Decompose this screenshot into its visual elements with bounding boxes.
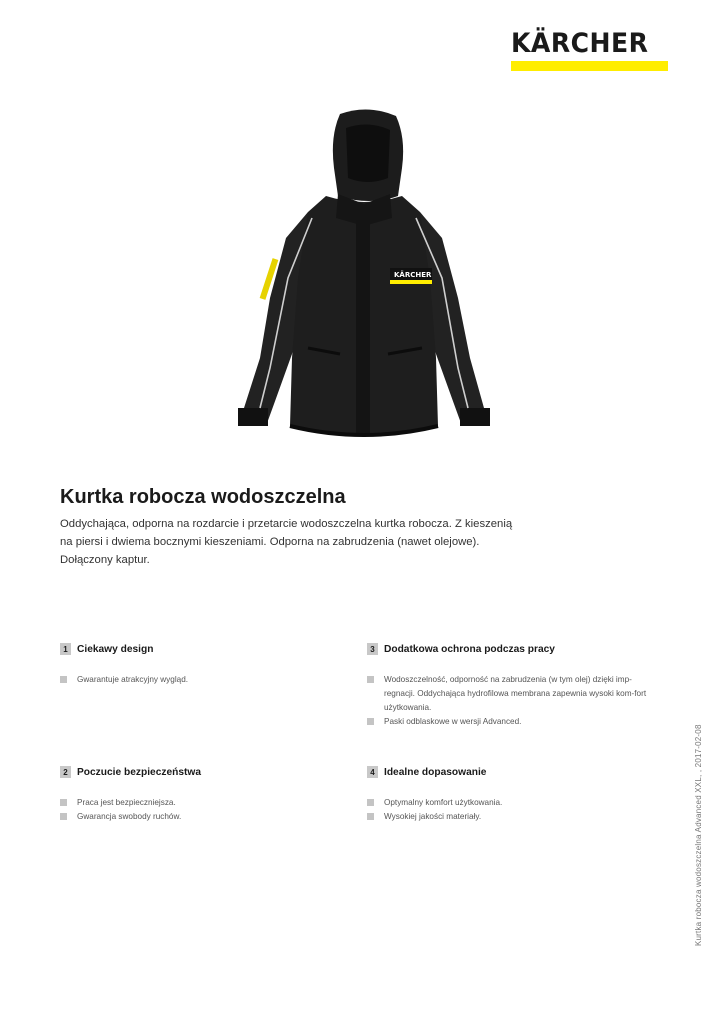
feature-item: Gwarantuje atrakcyjny wygląd. <box>60 673 360 687</box>
jacket-logo-text: KÄRCHER <box>394 271 432 279</box>
side-footer-text: Kurtka robocza wodoszczelna Advanced XXL, , 2017-02-08 <box>694 724 703 946</box>
feature-title: Dodatkowa ochrona podczas pracy <box>384 643 555 655</box>
feature-title: Poczucie bezpieczeństwa <box>77 766 201 778</box>
feature-item: Wodoszczelność, odporność na zabrudzenia (w tym olej) dzięki imp-regnacji. Oddychająca hydrofilowa membrana zapewnia wysoki kom-fort użytkowania. <box>367 673 662 715</box>
feature-header <box>60 765 360 779</box>
feature-header <box>367 765 667 779</box>
logo-wordmark: KÄRCHER <box>511 28 649 59</box>
logo-yellow-bar <box>511 61 668 71</box>
feature-number-badge: 4 <box>367 766 378 778</box>
feature-4 <box>367 765 667 824</box>
feature-list <box>60 673 360 687</box>
feature-list <box>367 796 667 824</box>
feature-1 <box>60 642 360 687</box>
feature-list <box>367 673 662 729</box>
feature-title: Ciekawy design <box>77 643 154 655</box>
jacket-product-image <box>230 108 498 444</box>
feature-item: Praca jest bezpieczniejsza. <box>60 796 360 810</box>
feature-item: Gwarancja swobody ruchów. <box>60 810 360 824</box>
feature-list <box>60 796 360 824</box>
feature-2 <box>60 765 360 824</box>
feature-number-badge: 1 <box>60 643 71 655</box>
feature-number-badge: 2 <box>60 766 71 778</box>
product-title: Kurtka robocza wodoszczelna <box>60 486 346 508</box>
feature-header <box>367 642 667 656</box>
feature-title: Idealne dopasowanie <box>384 766 487 778</box>
karcher-logo <box>511 30 668 71</box>
feature-item: Paski odblaskowe w wersji Advanced. <box>367 715 662 729</box>
feature-header <box>60 642 360 656</box>
product-description: Oddychająca, odporna na rozdarcie i przetarcie wodoszczelna kurtka robocza. Z kieszenią na piersi i dwiema bocznymi kieszeniami. Odporna na zabrudzenia (nawet olejowe). Dołączony kaptur. <box>60 518 513 566</box>
feature-number-badge: 3 <box>367 643 378 655</box>
feature-item: Optymalny komfort użytkowania. <box>367 796 667 810</box>
feature-3 <box>367 642 667 729</box>
feature-item: Wysokiej jakości materiały. <box>367 810 667 824</box>
